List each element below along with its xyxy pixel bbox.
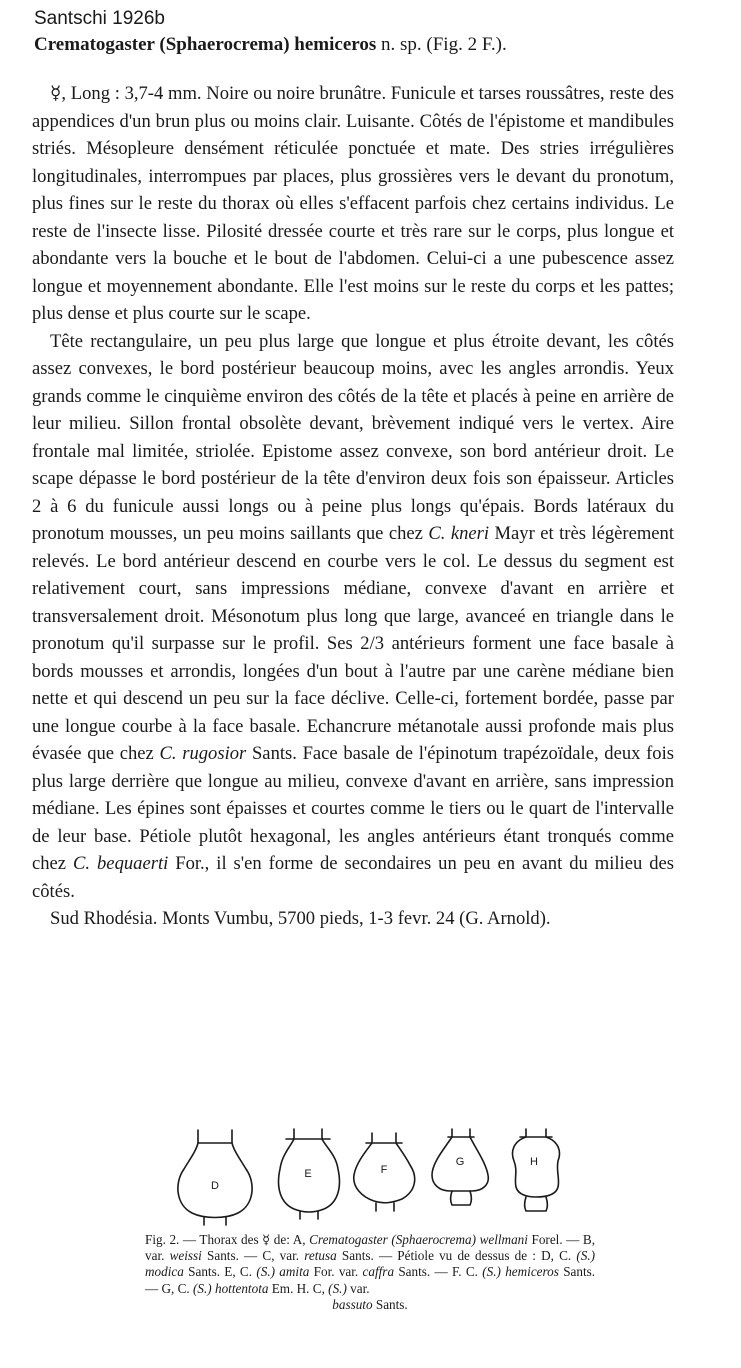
- morphology-text-1: Tête rectangulaire, un peu plus large que longue et plus étroite devant, les côtés assez convexes, le bord postérieur beaucoup moins, avec les angles arrondis. Yeux grands comme le cinquième environ des côtés de la tête et placés à peine en arrière de leur milieu. Sillon frontal obsolète devant, brèvement indiqué vers le vertex. Aire frontale mal limitée, striolée. Epistome assez convexe, son bord antérieur droit. Le scape dépasse le bord postérieur de la tête d'environ deux fois son épaisseur. Articles 2 à 6 du funicule aussi longs ou à peine plus longs qu'épais. Bords latéraux du pronotum mousses, un peu moins saillants que chez: [32, 330, 674, 544]
- figure-label-d: D: [211, 1180, 219, 1192]
- description-body: [32, 80, 674, 933]
- species-ref-rugosior: C. rugosior: [159, 743, 247, 764]
- page-header: [34, 8, 714, 58]
- morphology-text-2: Mayr et très légèrement relevés. Le bord antérieur descend en courbe vers le col. Le dessus du segment est relativement court, sans impressions médiane, convexe d'avant en arrière et transversalement droit. Mésonotum plus long que large, avanceé en triangle dans le pronotum qu'il surpasse sur le profil. Ses 2/3 antérieurs forment une face basale à bords mousses et arrondis, longées d'un bout à l'autre par une carène médiane bien nette et qui descend un peu sur la face déclive. Celle-ci, fortement bordée, passe par une longue courbe à la face basale. Echancrure métanotale aussi profonde mais plus évasée que chez: [32, 523, 675, 764]
- species-title: [34, 32, 714, 58]
- figure-petiole-drawings: [170, 1125, 590, 1230]
- figure-label-f: F: [380, 1164, 388, 1176]
- paragraph-morphology: [32, 328, 674, 906]
- figure-caption: [145, 1232, 595, 1313]
- paragraph-worker-description: ☿, Long : 3,7-4 mm. Noire ou noire brunâtre. Funicule et tarses roussâtres, reste des appendices d'un brun plus ou moins clair. Luisante. Côtés de l'épistome et mandibules striés. Mésopleure densément réticulée ponctuée et mate. Des stries irrégulières longitudinales, interrompues par places, plus grossières vers le devant du pronotum, plus fines sur le reste du thorax où elles s'effacent parfois chez certains individus. Le reste de l'insecte lisse. Pilosité dressée courte et très rare sur le corps, plus longue et abondante vers la bouche et le bout de l'abdomen. Celui-ci a une pubescence assez longue et moyennement abondante. Elle l'est moins sur le reste du corps et les pattes; plus dense et plus courte sur le scape.: [32, 83, 674, 324]
- species-ref-kneri: C. kneri: [428, 523, 490, 544]
- caption-text: Fig. 2. — Thorax des ☿ de: A, Crematogaster (Sphaerocrema) wellmani Forel. — B, var. weissi Sants. — C, var. retusa Sants. — Pétiole vu de dessus de : D, C. (S.) modica Sants. E, C. (S.) amita For. var. caffra Sants. — F. C. (S.) hemiceros Sants. — G, C. (S.) hottentota Em. H. C, (S.) var.: [145, 1232, 596, 1296]
- figure-label-g: G: [455, 1156, 465, 1168]
- petiole-h-drawing: [513, 1129, 560, 1211]
- morphology-text-4: For., il s'en forme de secondaires un peu en avant du milieu des côtés.: [32, 853, 674, 902]
- morphology-text-3: Sants. Face basale de l'épinotum trapézoïdale, deux fois plus large derrière que longue au milieu, convexe d'avant en arrière, sans impression médiane. Les épines sont épaisses et courtes comme le tiers ou le quart de l'intervalle de leur base. Pétiole plutôt hexagonal, les angles antérieurs étant tronqués comme chez: [32, 743, 675, 874]
- source-reference: Santschi 1926b: [34, 8, 165, 29]
- figure-label-e: E: [304, 1168, 312, 1180]
- species-title-note: n. sp. (Fig. 2 F.).: [381, 34, 507, 55]
- figure-label-h: H: [530, 1156, 538, 1168]
- petiole-d-drawing: [178, 1130, 252, 1225]
- species-name: Crematogaster (Sphaerocrema) hemiceros: [34, 34, 377, 55]
- paragraph-locality: Sud Rhodésia. Monts Vumbu, 5700 pieds, 1-3 fevr. 24 (G. Arnold).: [50, 908, 551, 929]
- species-ref-bequaerti: C. bequaerti: [73, 853, 169, 874]
- petiole-illustration: [170, 1125, 590, 1230]
- caption-last-line: bassuto Sants.: [332, 1296, 408, 1312]
